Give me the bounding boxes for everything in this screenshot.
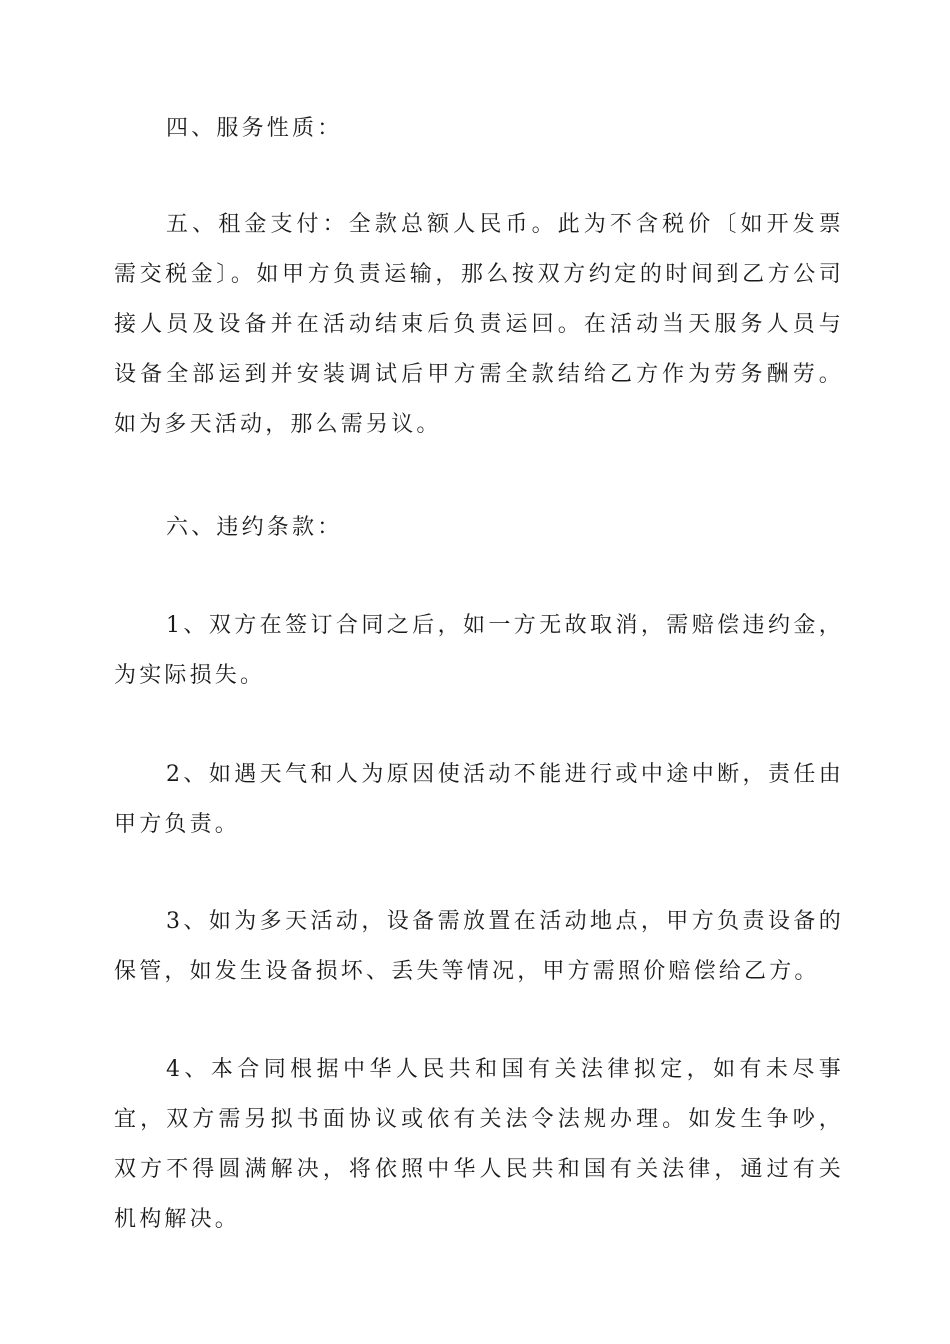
- clause-1-paragraph: 1、双方在签订合同之后，如一方无故取消，需赔偿违约金，为实际损失。: [114, 613, 844, 688]
- section-heading-breach-terms: 六、违约条款：: [166, 515, 343, 540]
- section-heading-service-nature: 四、服务性质：: [166, 116, 343, 141]
- clause-3-paragraph: 3、如为多天活动，设备需放置在活动地点，甲方负责设备的保管，如发生设备损坏、丢失等情况，甲方需照价赔偿给乙方。: [114, 909, 844, 984]
- clause-2-paragraph: 2、如遇天气和人为原因使活动不能进行或中途中断，责任由甲方负责。: [114, 762, 844, 837]
- section-paragraph-rent-payment: 五、租金支付：全款总额人民币。此为不含税价〔如开发票需交税金〕。如甲方负责运输，那么按双方约定的时间到乙方公司接人员及设备并在活动结束后负责运回。在活动当天服务人员与设备全部运到并安装调试后甲方需全款结给乙方作为劳务酬劳。如为多天活动，那么需另议。: [114, 212, 844, 437]
- clause-4-paragraph: 4、本合同根据中华人民共和国有关法律拟定，如有未尽事宜，双方需另拟书面协议或依有关法令法规办理。如发生争吵，双方不得圆满解决，将依照中华人民共和国有关法律，通过有关机构解决。: [114, 1057, 844, 1232]
